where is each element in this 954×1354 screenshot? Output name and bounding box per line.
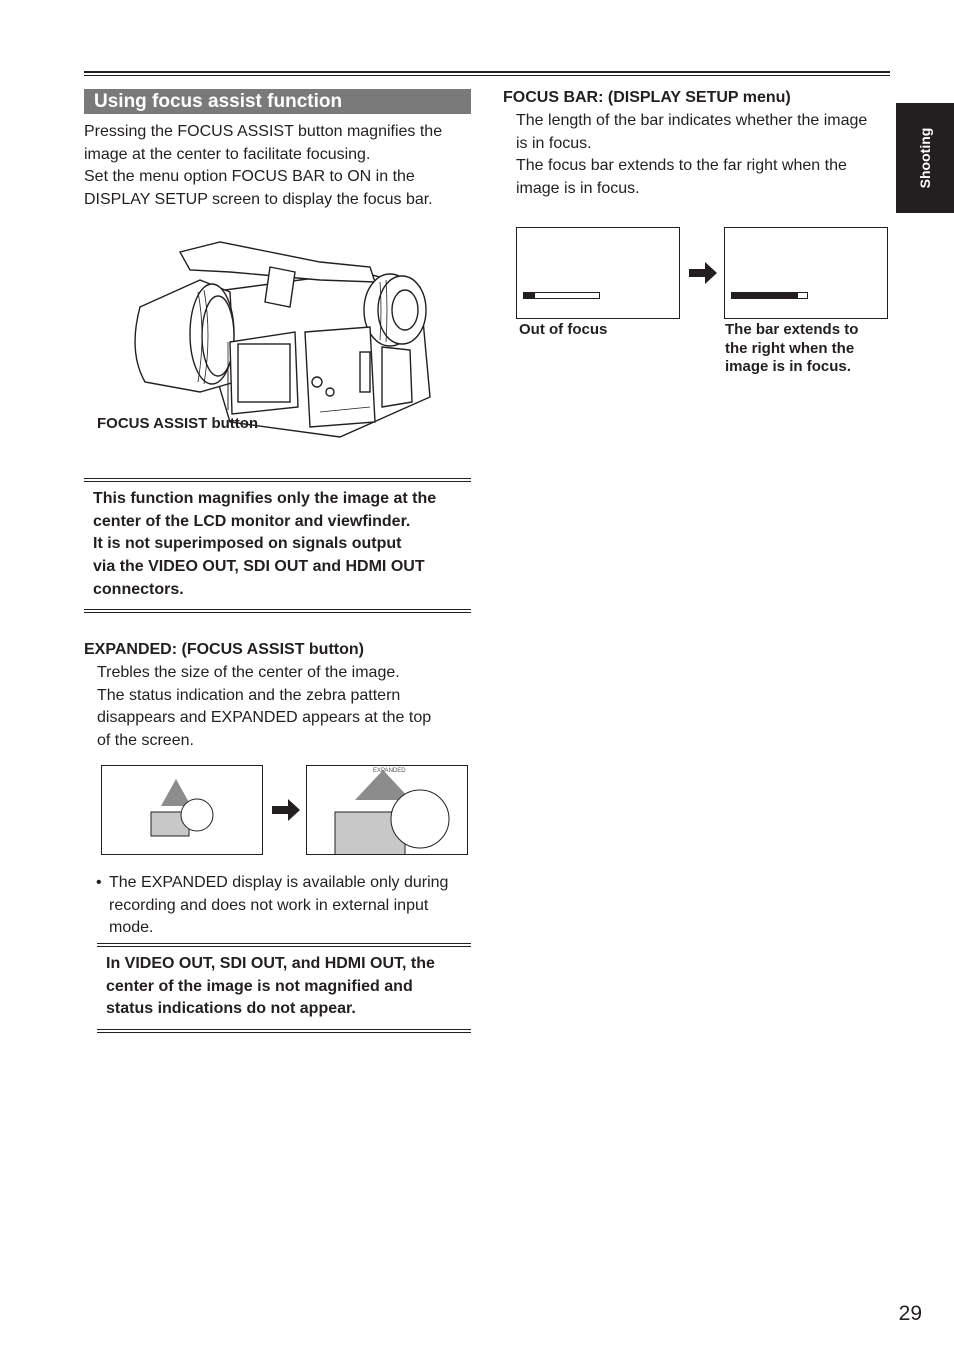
intro-line: Set the menu option FOCUS BAR to ON in the bbox=[84, 168, 415, 186]
white-circle bbox=[181, 799, 213, 831]
expanded-line: Trebles the size of the center of the image. bbox=[97, 664, 400, 681]
out-of-focus-label: Out of focus bbox=[519, 321, 608, 338]
note2-line: center of the image is not magnified and bbox=[106, 977, 413, 995]
focus-bar-track bbox=[731, 292, 808, 299]
section-title: Using focus assist function bbox=[84, 89, 471, 114]
focus-bar-body bbox=[516, 110, 896, 201]
camera-caption: FOCUS ASSIST button bbox=[97, 415, 259, 432]
bullet-text bbox=[109, 872, 479, 940]
expanded-line: The status indication and the zebra pattern bbox=[97, 686, 401, 704]
top-rule-thin bbox=[84, 75, 890, 76]
focus-bar-line: image is in focus. bbox=[516, 180, 640, 198]
bullet-line: recording and does not work in external input bbox=[109, 896, 429, 914]
bullet-marker: • bbox=[96, 874, 102, 891]
note1-line: It is not superimposed on signals output bbox=[93, 535, 402, 553]
focus-bar-fill bbox=[524, 293, 535, 298]
normal-screen-shapes bbox=[102, 766, 262, 854]
note2-top-rule bbox=[97, 943, 471, 947]
note2-bottom-rule bbox=[97, 1029, 471, 1033]
chapter-tab-label: Shooting bbox=[917, 127, 933, 189]
expanded-screen-frame bbox=[306, 765, 468, 855]
note1-bottom-rule bbox=[84, 609, 471, 613]
expanded-indicator: EXPANDED bbox=[373, 768, 406, 774]
in-focus-line: image is in focus. bbox=[725, 358, 851, 375]
note2-text bbox=[106, 953, 471, 1021]
note2-line: In VIDEO OUT, SDI OUT, and HDMI OUT, the bbox=[106, 955, 435, 972]
focus-bar-line: The length of the bar indicates whether the image bbox=[516, 112, 868, 129]
focus-bar-line: is in focus. bbox=[516, 134, 592, 152]
note1-line: This function magnifies only the image at the bbox=[93, 490, 437, 507]
gray-triangle bbox=[161, 779, 191, 806]
focus-bar-fill bbox=[732, 293, 798, 298]
expanded-screen-shapes bbox=[307, 766, 467, 854]
in-focus-screen bbox=[724, 227, 888, 319]
expanded-line: of the screen. bbox=[97, 732, 194, 750]
note2-line: status indications do not appear. bbox=[106, 1000, 356, 1018]
in-focus-label bbox=[725, 321, 858, 377]
bullet-line: The EXPANDED display is available only during bbox=[109, 874, 449, 891]
note1-line: center of the LCD monitor and viewfinder. bbox=[93, 512, 411, 530]
note1-top-rule bbox=[84, 478, 471, 482]
bullet-line: mode. bbox=[109, 919, 154, 937]
intro-line: image at the center to facilitate focusing. bbox=[84, 145, 371, 163]
white-circle bbox=[391, 790, 449, 848]
normal-screen-frame bbox=[101, 765, 263, 855]
chapter-tab[interactable] bbox=[896, 103, 954, 213]
in-focus-line: the right when the bbox=[725, 339, 855, 357]
intro-paragraph bbox=[84, 121, 474, 212]
top-rule bbox=[84, 71, 890, 73]
focus-bar-track bbox=[523, 292, 600, 299]
arrow-right-icon bbox=[272, 799, 302, 821]
focus-bar-heading: FOCUS BAR: (DISPLAY SETUP menu) bbox=[503, 89, 791, 106]
expanded-body bbox=[97, 662, 475, 753]
expanded-heading: EXPANDED: (FOCUS ASSIST button) bbox=[84, 641, 364, 658]
intro-line: Pressing the FOCUS ASSIST button magnifies the bbox=[84, 123, 443, 140]
note1-line: via the VIDEO OUT, SDI OUT and HDMI OUT bbox=[93, 558, 425, 576]
intro-line: DISPLAY SETUP screen to display the focus bar. bbox=[84, 191, 433, 209]
camera-illustration bbox=[120, 232, 465, 442]
page-number: 29 bbox=[898, 1302, 922, 1325]
note1-text bbox=[93, 488, 471, 602]
focus-bar-line: The focus bar extends to the far right when the bbox=[516, 157, 847, 175]
expanded-line: disappears and EXPANDED appears at the top bbox=[97, 709, 432, 727]
out-of-focus-screen bbox=[516, 227, 680, 319]
arrow-right-icon bbox=[689, 262, 719, 284]
note1-line: connectors. bbox=[93, 580, 184, 598]
in-focus-line: The bar extends to bbox=[725, 321, 859, 338]
